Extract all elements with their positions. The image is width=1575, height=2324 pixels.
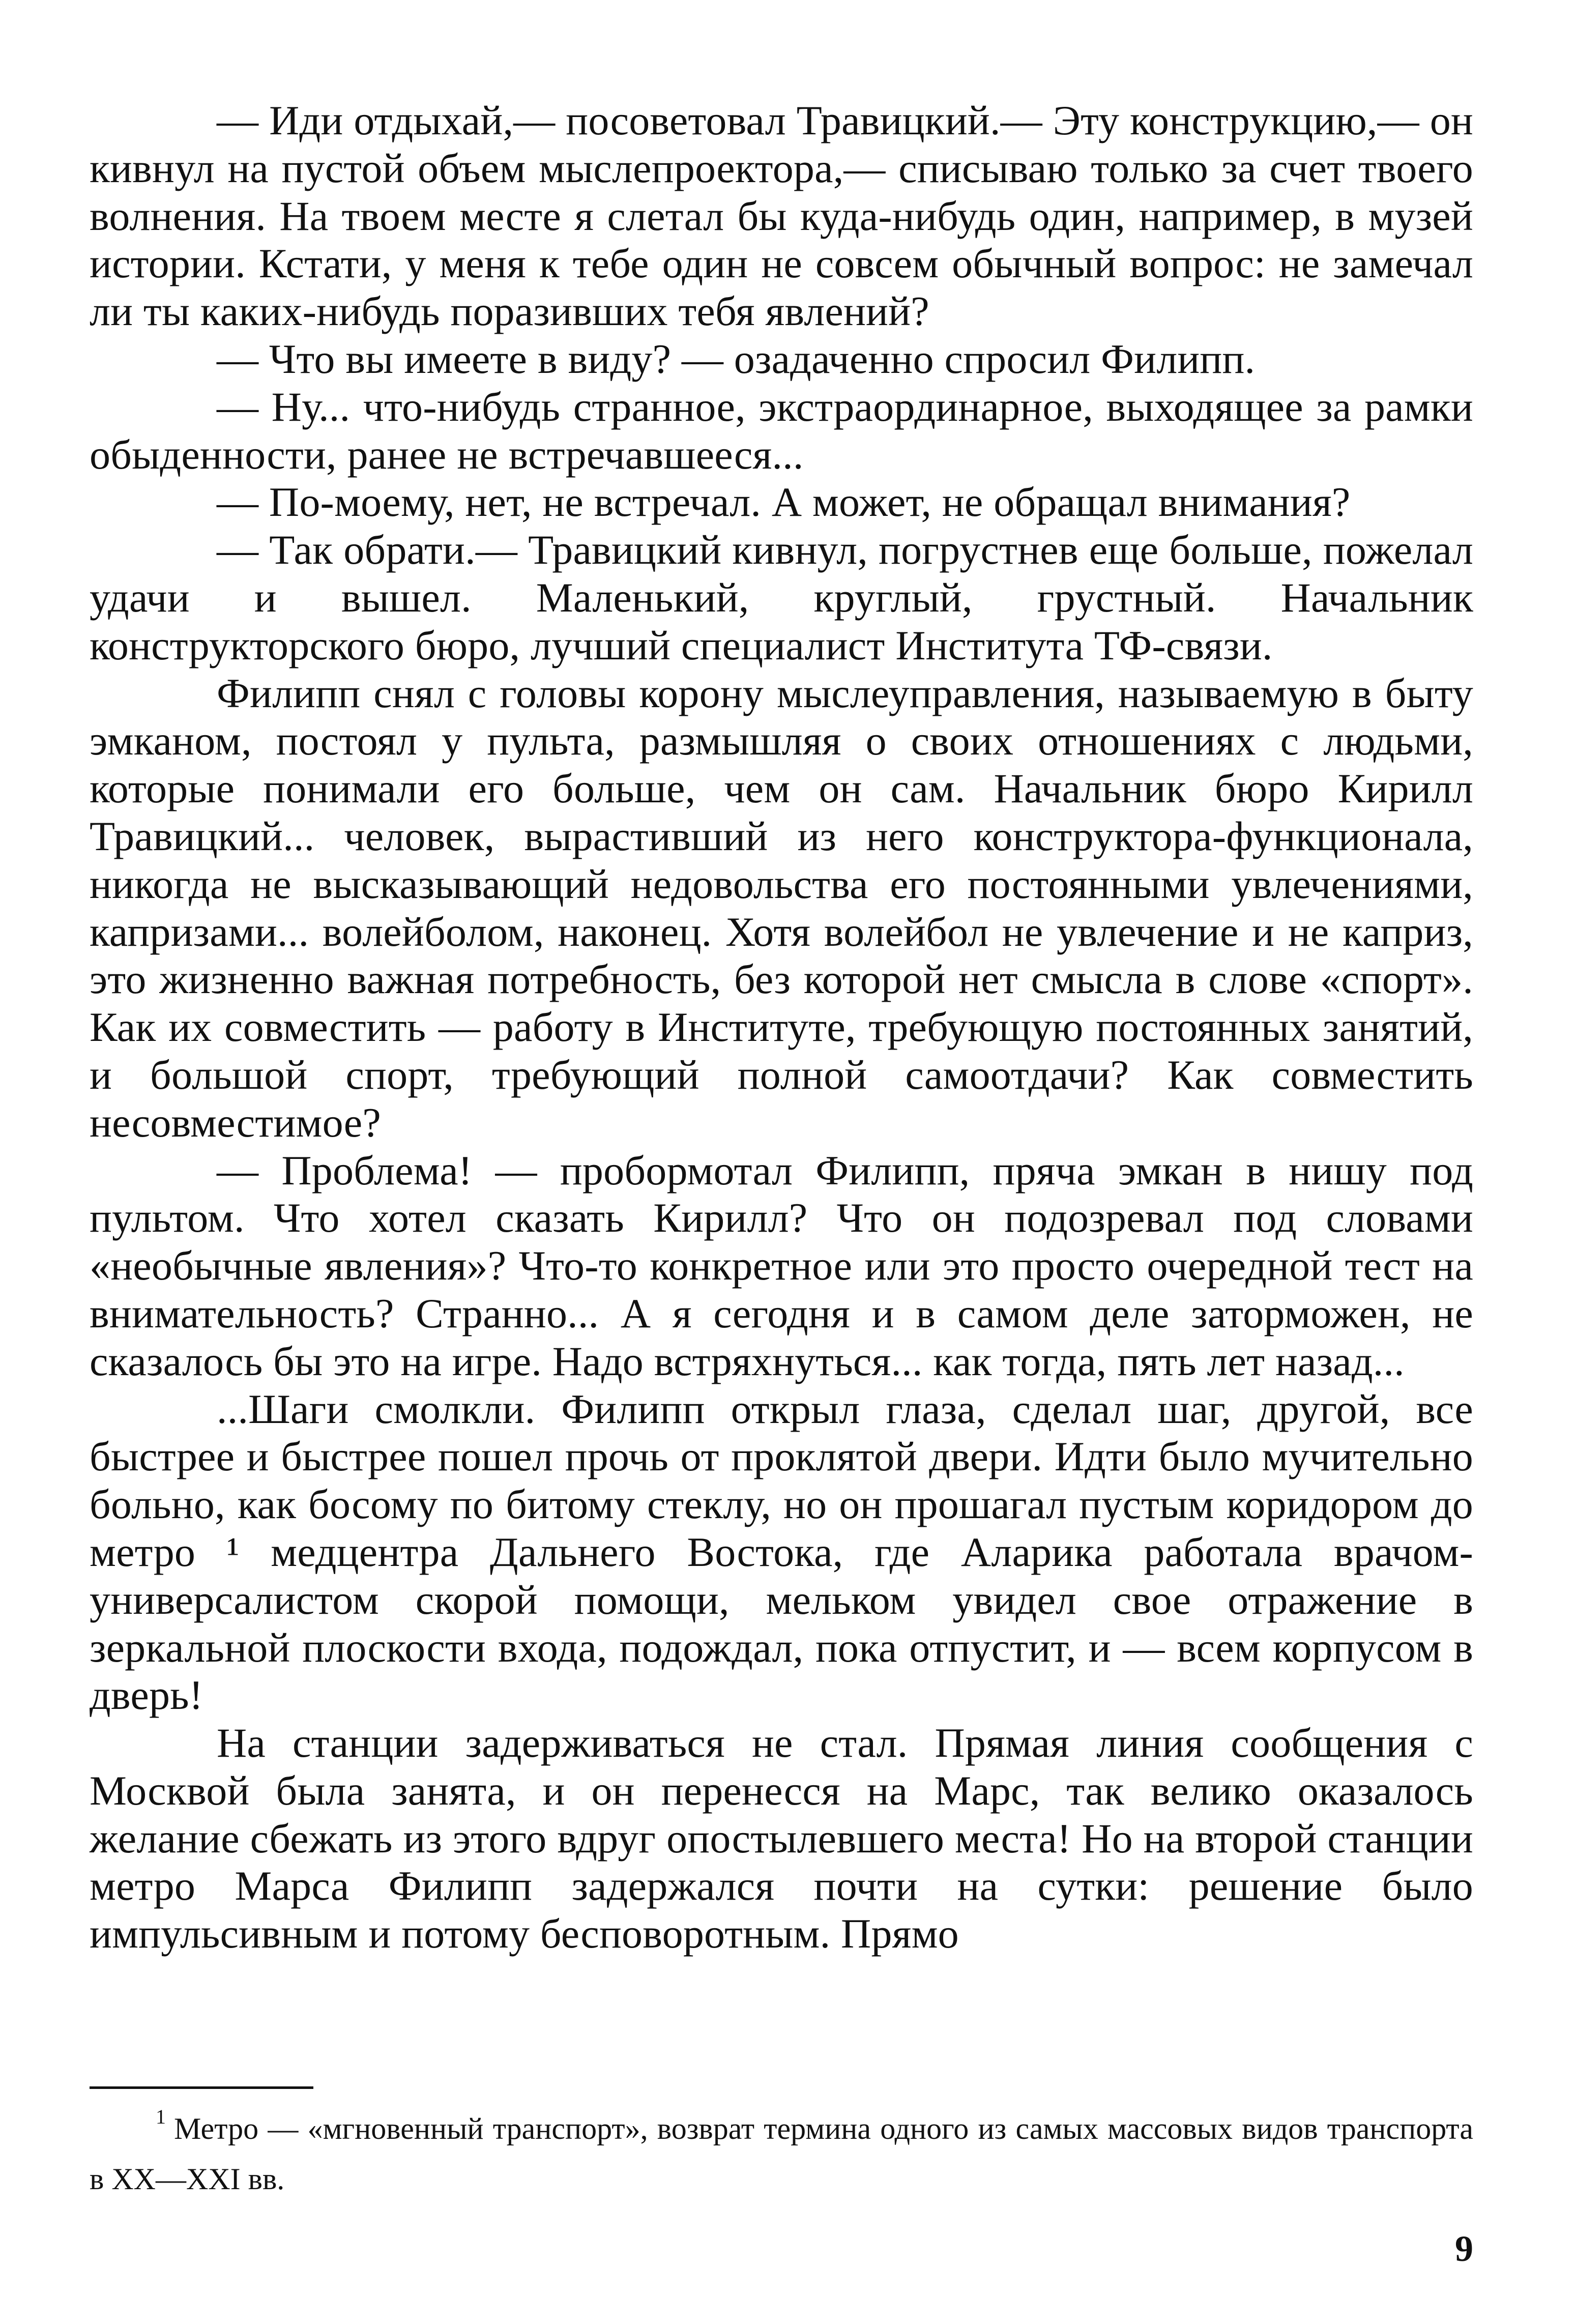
- paragraph: — Иди отдыхай,— посоветовал Травицкий.— Эту конструкцию,— он кивнул на пустой объем мыслепроектора,— списываю только за счет твоего волнения. На твоем месте я слетал бы куда-нибудь один, например, в музей истории. Кстати, у меня к тебе один не совсем обычный вопрос: не замечал ли ты каких-нибудь поразивших тебя явлений?: [90, 97, 1473, 335]
- paragraph: На станции задерживаться не стал. Прямая линия сообщения с Москвой была занята, и он перенесся на Марс, так велико оказалось желание сбежать из этого вдруг опостылевшего места! Но на второй станции метро Марса Филипп задержался почти на сутки: решение было импульсивным и потому бесповоротным. Прямо: [90, 1720, 1473, 1957]
- footnote-divider: [90, 2086, 313, 2089]
- paragraph: — Так обрати.— Травицкий кивнул, погрустнев еще больше, пожелал удачи и вышел. Маленький, круглый, грустный. Начальник конструкторского бюро, лучший специалист Института ТФ-связи.: [90, 527, 1473, 669]
- paragraph: Филипп снял с головы корону мыслеуправления, называемую в быту эмканом, постоял у пульта, размышляя о своих отношениях с людьми, которые понимали его больше, чем он сам. Начальник бюро Кирилл Травицкий... человек, вырастивший из него конструктора-функционала, никогда не высказывающий недовольства его постоянными увлечениями, капризами... волейболом, наконец. Хотя волейбол не увлечение и не каприз, это жизненно важная потребность, без которой нет смысла в слове «спорт». Как их совместить — работу в Институте, требующую постоянных занятий, и большой спорт, требующий полной самоотдачи? Как совместить несовместимое?: [90, 670, 1473, 1146]
- paragraph: — По-моему, нет, не встречал. А может, не обращал внимания?: [217, 479, 1351, 526]
- footnote-marker: 1: [156, 2105, 166, 2128]
- page-number: 9: [1455, 2228, 1473, 2269]
- footnote-text: Метро — «мгновенный транспорт», возврат термина одного из самых массовых видов транспорта в XX—XXI вв.: [90, 2112, 1473, 2196]
- footnote: [90, 2105, 1473, 2202]
- paragraph: — Проблема! — пробормотал Филипп, пряча эмкан в нишу под пультом. Что хотел сказать Кирилл? Что он подозревал под словами «необычные явления»? Что-то конкретное или это просто очередной тест на внимательность? Странно... А я сегодня и в самом деле заторможен, не сказалось бы это на игре. Надо встряхнуться... как тогда, пять лет назад...: [90, 1147, 1473, 1384]
- main-text: [90, 97, 1473, 1958]
- paragraph: — Что вы имеете в виду? — озадаченно спросил Филипп.: [217, 335, 1256, 382]
- paragraph: — Ну... что-нибудь странное, экстраординарное, выходящее за рамки обыденности, ранее не встречавшееся...: [90, 383, 1473, 478]
- paragraph: ...Шаги смолкли. Филипп открыл глаза, сделал шаг, другой, все быстрее и быстрее пошел прочь от проклятой двери. Идти было мучительно больно, как босому по битому стеклу, но он прошагал пустым коридором до метро ¹ медцентра Дальнего Востока, где Аларика работала врачом-универсалистом скорой помощи, мельком увидел свое отражение в зеркальной плоскости входа, подождал, пока отпустит, и — всем корпусом в дверь!: [90, 1385, 1473, 1719]
